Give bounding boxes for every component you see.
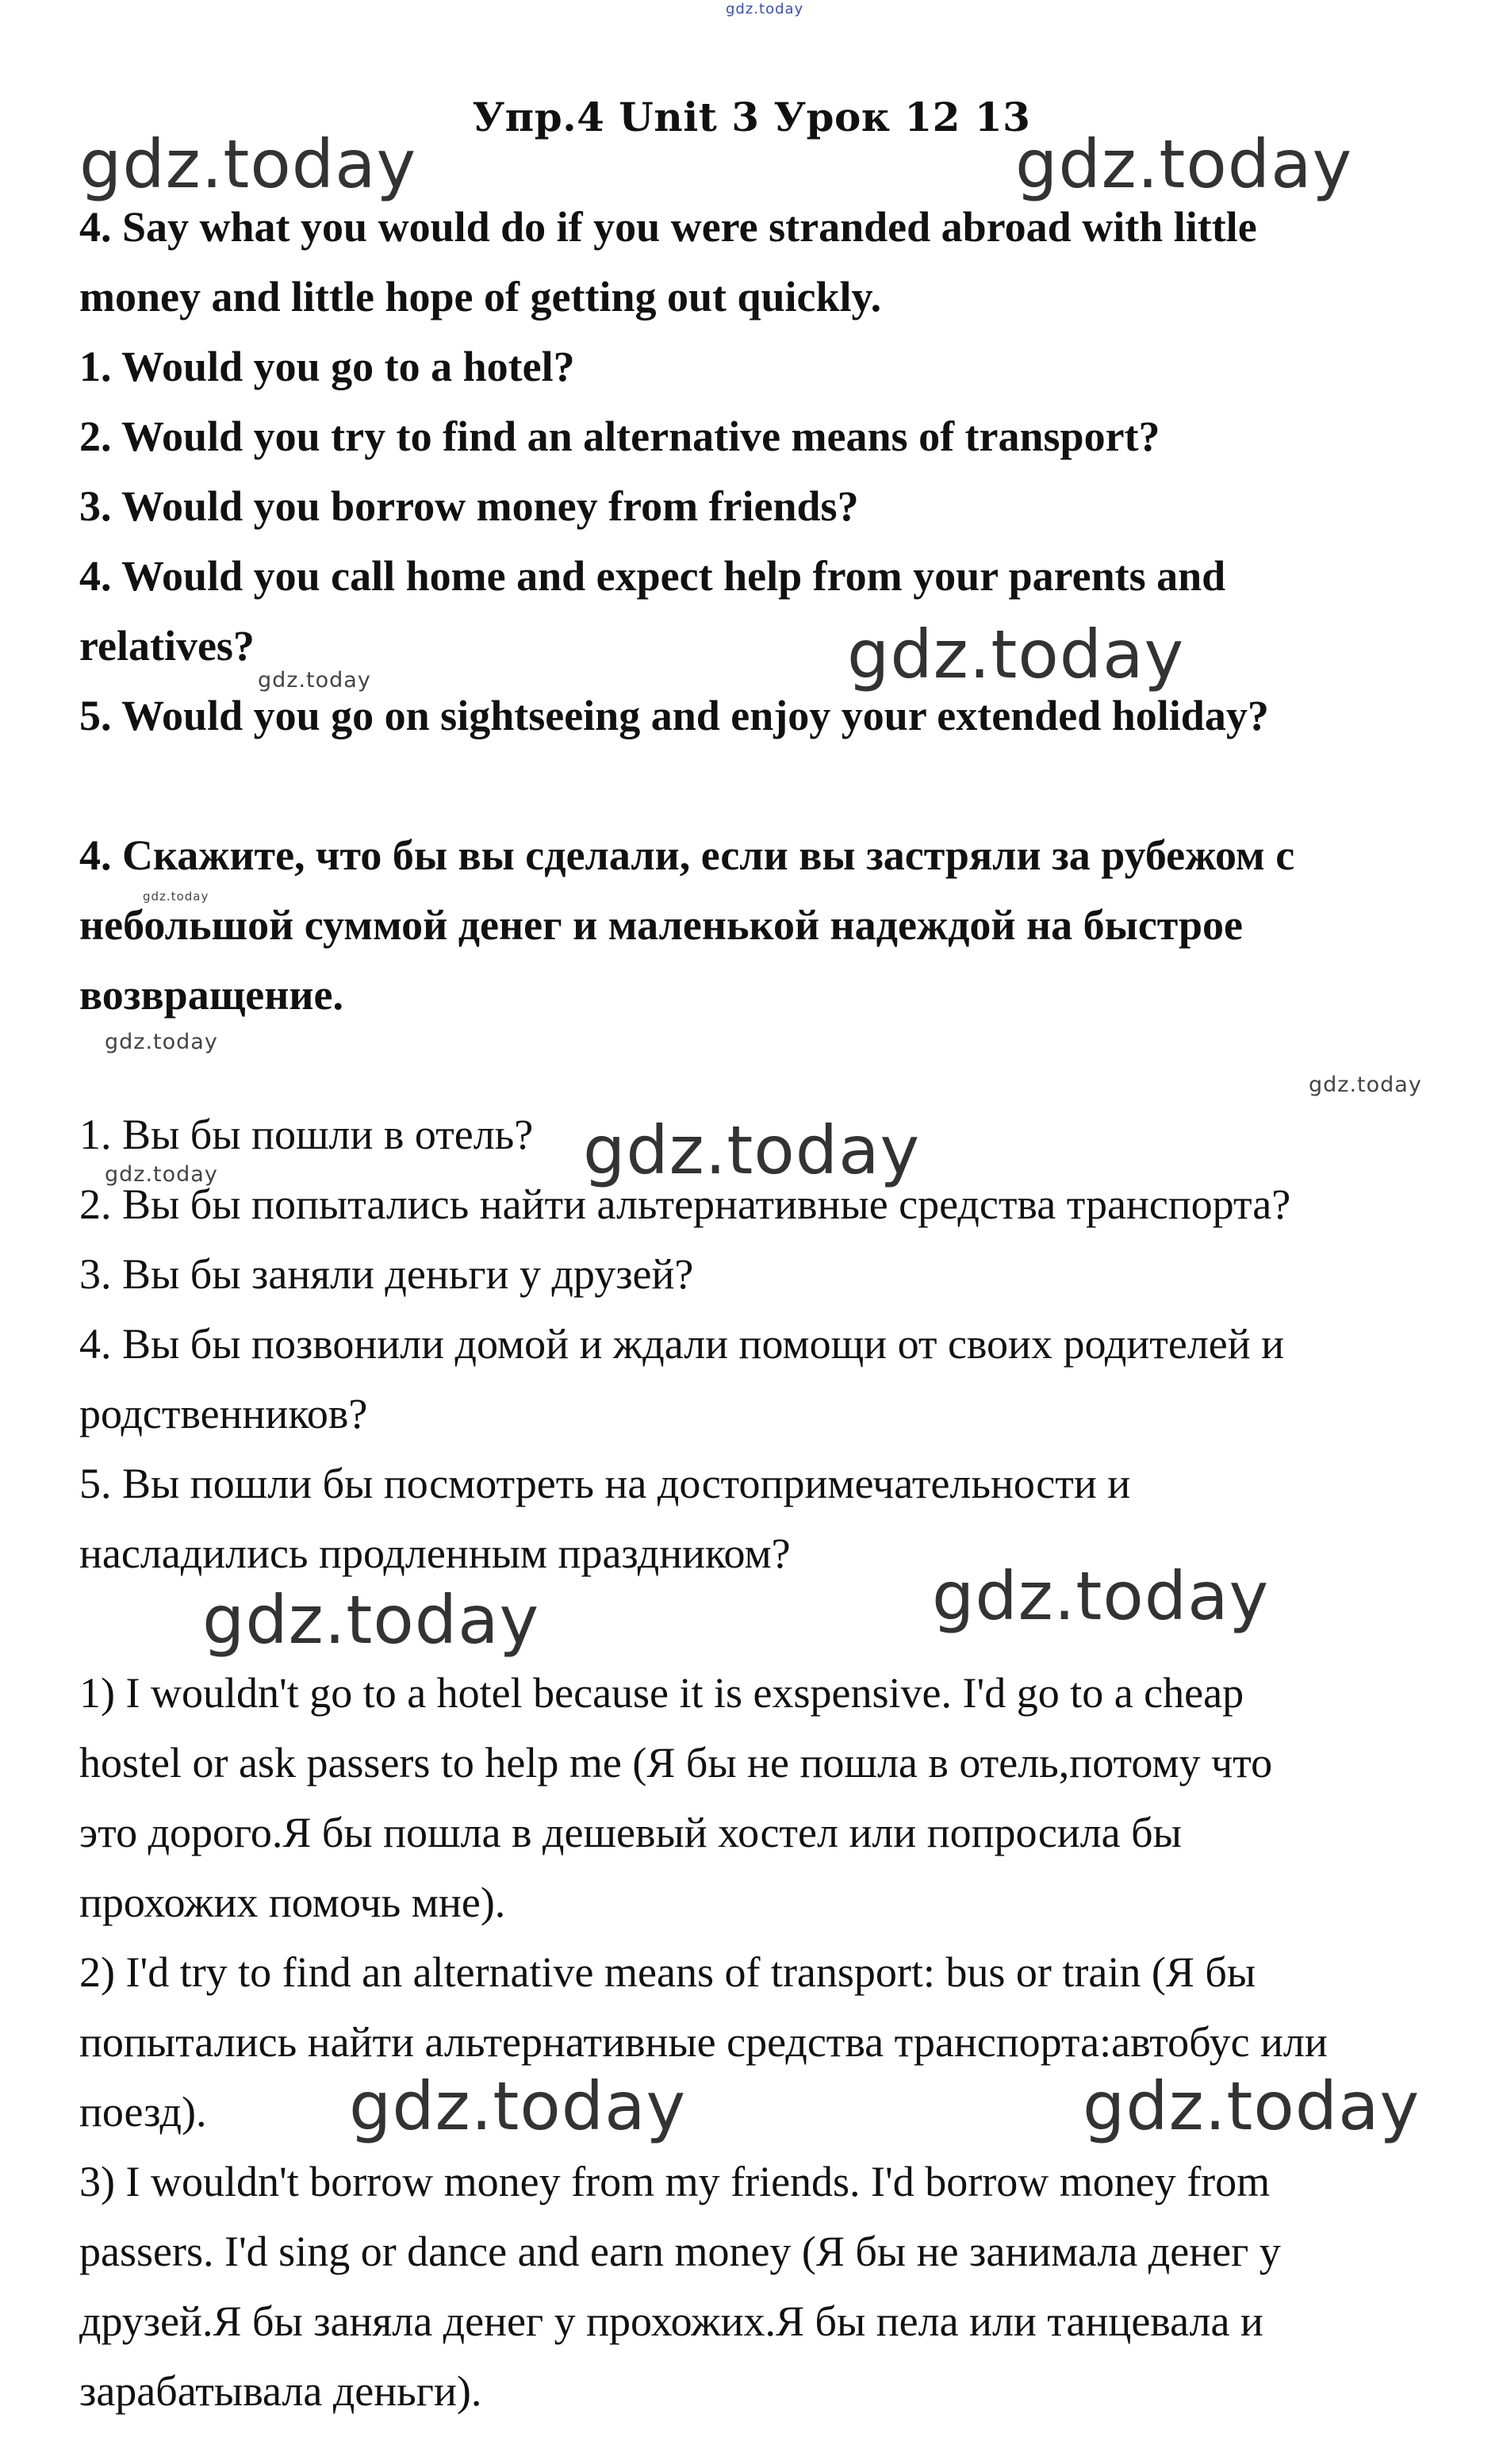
task-ru-line: небольшой суммой денег и маленькой надеждой на быстрое (79, 901, 1243, 949)
watermark: gdz.today (1083, 2067, 1421, 2145)
watermark: gdz.today (1309, 1073, 1422, 1097)
watermark: gdz.today (847, 616, 1185, 693)
question-ru-line: 3. Вы бы заняли деньги у друзей? (79, 1250, 694, 1298)
answer-line: 3) I wouldn't borrow money from my friends. I'd borrow money from (79, 2158, 1271, 2205)
answer-line: попытались найти альтернативные средства транспорта:автобус или (79, 2018, 1328, 2066)
task-en-line: relatives? (79, 622, 255, 670)
watermark: gdz.today (258, 668, 371, 693)
watermark: gdz.today (349, 2067, 687, 2145)
answer-line: зарабатывала деньги). (79, 2367, 482, 2415)
watermark: gdz.today (202, 1581, 540, 1659)
answer-line: друзей.Я бы заняла денег у прохожих.Я бы пела или танцевала и (79, 2297, 1263, 2345)
watermark: gdz.today (79, 125, 417, 203)
watermark-top: gdz.today (726, 1, 804, 17)
answer-line: прохожих помочь мне). (79, 1879, 506, 1926)
answer-line: 1) I wouldn't go to a hotel because it is exspensive. I'd go to a cheap (79, 1669, 1244, 1717)
task-ru-line: возвращение. (79, 971, 343, 1019)
task-en-line: 4. Say what you would do if you were stranded abroad with little (79, 203, 1257, 251)
task-en-line: 1. Would you go to a hotel? (79, 343, 575, 390)
task-ru-line: 4. Скажите, что бы вы сделали, если вы застряли за рубежом с (79, 831, 1295, 879)
question-ru-line: 2. Вы бы попытались найти альтернативные средства транспорта? (79, 1180, 1291, 1228)
watermark: gdz.today (105, 1162, 218, 1187)
task-en-line: 4. Would you call home and expect help from your parents and (79, 552, 1226, 600)
question-ru-line: 4. Вы бы позвонили домой и ждали помощи от своих родителей и (79, 1320, 1285, 1368)
page-title: Упр.4 Unit 3 Урок 12 13 (472, 94, 1031, 140)
watermark: gdz.today (932, 1557, 1270, 1635)
task-en-line: 2. Would you try to find an alternative means of transport? (79, 413, 1160, 460)
watermark: gdz.today (143, 889, 209, 904)
question-ru-line: насладились продленным праздником? (79, 1529, 791, 1577)
watermark: gdz.today (105, 1030, 218, 1054)
task-en-line: 5. Would you go on sightseeing and enjoy your extended holiday? (79, 692, 1269, 739)
answer-line: passers. I'd sing or dance and earn money (Я бы не занимала денег у (79, 2228, 1281, 2275)
question-ru-line: родственников? (79, 1390, 368, 1437)
answer-line: hostel or ask passers to help me (Я бы не пошла в отель,потому что (79, 1739, 1273, 1787)
question-ru-line: 1. Вы бы пошли в отель? (79, 1111, 534, 1158)
answer-line: 2) I'd try to find an alternative means of transport: bus or train (Я бы (79, 1948, 1256, 1996)
task-en-line: money and little hope of getting out quickly. (79, 273, 882, 320)
answer-line: это дорого.Я бы пошла в дешевый хостел или попросила бы (79, 1809, 1182, 1856)
watermark: gdz.today (1015, 125, 1353, 203)
watermark: gdz.today (583, 1111, 921, 1189)
answer-line: поезд). (79, 2088, 207, 2136)
task-en-line: 3. Would you borrow money from friends? (79, 482, 859, 530)
question-ru-line: 5. Вы пошли бы посмотреть на достопримечательности и (79, 1460, 1131, 1507)
